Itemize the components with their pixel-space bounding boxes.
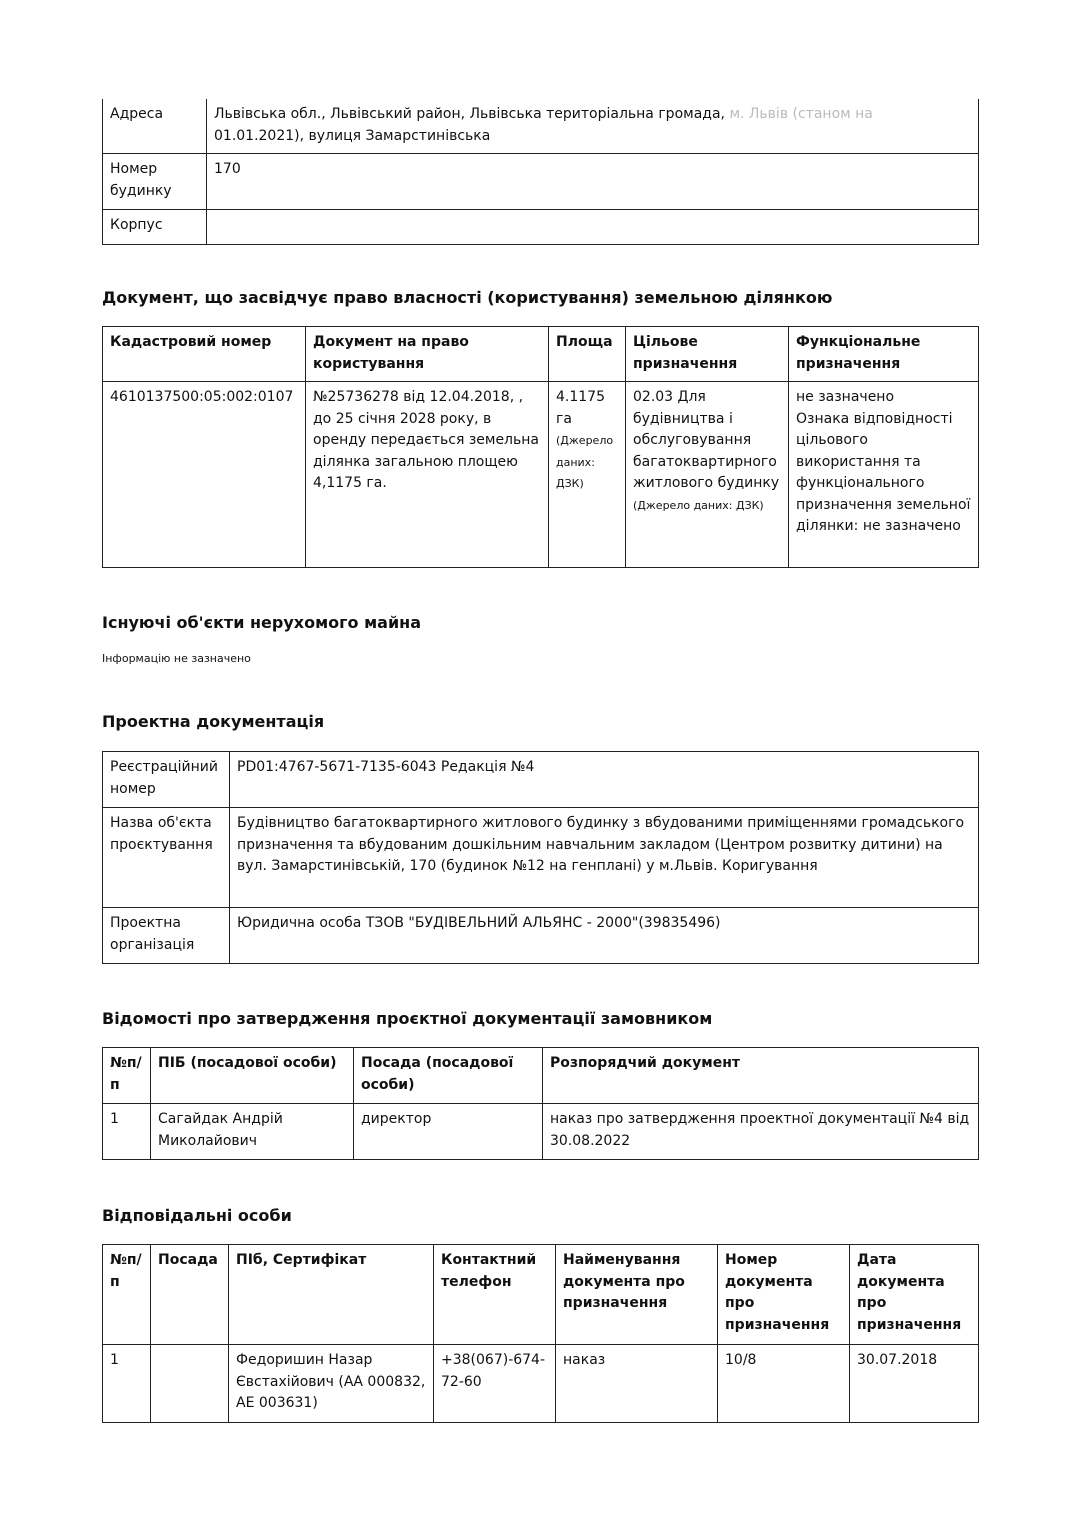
address-table (102, 99, 979, 245)
house-number-label: Номер будинку (103, 154, 207, 210)
responsible-table (102, 1244, 979, 1423)
header-document: Документ на право користування (306, 327, 549, 382)
header-position: Посада (посадової особи) (354, 1048, 543, 1104)
cadastral-number: 4610137500:05:002:0107 (103, 382, 306, 568)
header-cadastral: Кадастровий номер (103, 327, 306, 382)
address-value-faded: м. Львів (станом на (729, 106, 873, 122)
project-docs-title: Проектна документація (102, 712, 325, 731)
ownership-title: Документ, що засвідчує право власності (користування) земельною ділянкою (102, 288, 833, 307)
header-document: Розпорядчий документ (543, 1048, 979, 1104)
table-header-row (103, 1048, 979, 1104)
registration-number-value: PD01:4767-5671-7135-6043 Редакція №4 (230, 752, 979, 808)
table-row (103, 154, 979, 210)
ownership-document: №25736278 від 12.04.2018, , до 25 січня 2028 року, в оренду передається земельна ділянка загальною площею 4,1175 га. (306, 382, 549, 568)
table-row (103, 382, 979, 568)
header-position: Посада (151, 1245, 229, 1345)
purpose-source: (Джерело даних: ДЗК) (633, 498, 764, 512)
building-value (207, 210, 979, 245)
table-row (103, 210, 979, 245)
building-label: Корпус (103, 210, 207, 245)
header-name-certificate: ПІб, Сертифікат (229, 1245, 434, 1345)
header-area: Площа (549, 327, 626, 382)
table-header-row (103, 327, 979, 382)
responsible-title: Відповідальні особи (102, 1206, 292, 1225)
table-row (103, 1345, 979, 1423)
approval-position: директор (354, 1104, 543, 1160)
table-header-row (103, 1245, 979, 1345)
functional-value: не зазначено (796, 389, 895, 405)
functional-note: Ознака відповідності цільового використання та функціонального призначення земельної ділянки: не зазначено (796, 410, 971, 534)
registration-number-label: Реєстраційний номер (103, 752, 230, 808)
table-row (103, 99, 979, 154)
address-label: Адреса (103, 99, 207, 154)
address-value (207, 99, 979, 154)
approval-number: 1 (103, 1104, 151, 1160)
approval-name: Сагайдак Андрій Миколайович (151, 1104, 354, 1160)
object-name-value: Будівництво багатоквартирного житлового будинку з вбудованими приміщеннями громадського призначення та вбудованим дошкільним навчальним закладом (Центром розвитку дитини) на вул. Замарстинівській, 170 (будинок №12 на генплані) у м.Львів. Коригування (230, 808, 979, 908)
responsible-phone: +38(067)-674-72-60 (434, 1345, 556, 1423)
responsible-position (151, 1345, 229, 1423)
header-purpose: Цільове призначення (626, 327, 789, 382)
header-doc-date: Дата документа про призначення (850, 1245, 979, 1345)
approval-document: наказ про затвердження проектної документації №4 від 30.08.2022 (543, 1104, 979, 1160)
purpose-value: 02.03 Для будівництва і обслуговування багатоквартирного житлового будинку (633, 389, 780, 491)
project-docs-table (102, 751, 979, 964)
area-value: 4.1175 га (556, 389, 605, 427)
header-doc-name: Найменування документа про призначення (556, 1245, 718, 1345)
area-cell (549, 382, 626, 568)
area-source: (Джерело даних: ДЗК) (556, 434, 614, 490)
header-number: №п/п (103, 1245, 151, 1345)
table-row (103, 752, 979, 808)
existing-note: Інформацію не зазначено (102, 652, 251, 665)
table-row (103, 908, 979, 964)
functional-cell (789, 382, 979, 568)
responsible-number: 1 (103, 1345, 151, 1423)
header-functional: Функціональне призначення (789, 327, 979, 382)
object-name-label: Назва об'єкта проєктування (103, 808, 230, 908)
header-number: №п/п (103, 1048, 151, 1104)
responsible-doc-name: наказ (556, 1345, 718, 1423)
purpose-cell (626, 382, 789, 568)
house-number-value: 170 (207, 154, 979, 210)
address-value-main: Львівська обл., Львівський район, Львівська територіальна громада, (214, 106, 730, 122)
table-row (103, 1104, 979, 1160)
responsible-name: Федоришин Назар Євстахійович (АА 000832, АЕ 003631) (229, 1345, 434, 1423)
header-name: ПІБ (посадової особи) (151, 1048, 354, 1104)
table-row (103, 808, 979, 908)
ownership-table (102, 326, 979, 568)
project-org-label: Проектна організація (103, 908, 230, 964)
project-org-value: Юридична особа ТЗОВ "БУДІВЕЛЬНИЙ АЛЬЯНС - 2000"(39835496) (230, 908, 979, 964)
header-phone: Контактний телефон (434, 1245, 556, 1345)
existing-title: Існуючі об'єкти нерухомого майна (102, 613, 422, 632)
responsible-doc-number: 10/8 (718, 1345, 850, 1423)
approval-table (102, 1047, 979, 1160)
responsible-doc-date: 30.07.2018 (850, 1345, 979, 1423)
header-doc-number: Номер документа про призначення (718, 1245, 850, 1345)
approval-title: Відомості про затвердження проєктної документації замовником (102, 1009, 713, 1028)
address-value-rest: 01.01.2021), вулиця Замарстинівська (214, 127, 491, 144)
